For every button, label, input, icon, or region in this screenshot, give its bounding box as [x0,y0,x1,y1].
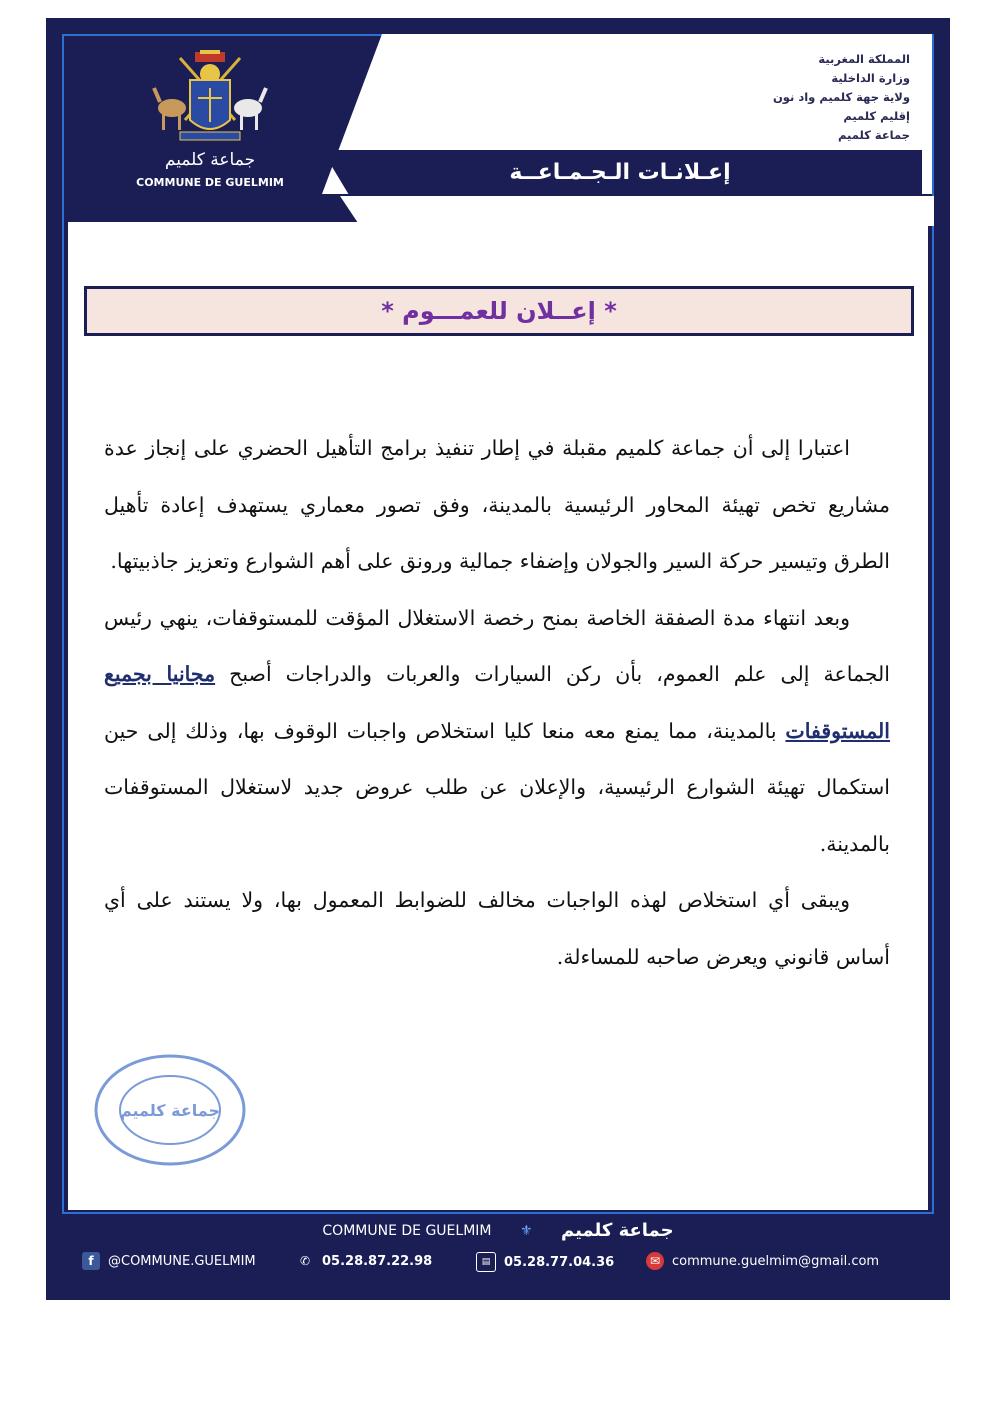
facebook-handle: @COMMUNE.GUELMIM [108,1253,256,1269]
ministry-line: إقليم كلميم [843,109,910,123]
fax-number: 05.28.77.04.36 [504,1254,615,1270]
emphasis-free-parking: مجانيا بجميع المستوقفات [104,662,890,743]
email-address: commune.guelmim@gmail.com [672,1253,880,1269]
email-icon: ✉ [646,1252,664,1270]
ministry-line: وزارة الداخلية [831,71,910,85]
phone-icon: ✆ [299,1254,311,1268]
fax-contact[interactable] [476,1252,614,1272]
notice-title: * إعــلان للعمـــوم * [84,286,914,336]
facebook-contact[interactable] [82,1252,256,1270]
phone-contact[interactable] [296,1252,432,1270]
footer-title [46,1220,950,1241]
footer-emblem-icon: ⚜ [519,1222,533,1239]
email-contact[interactable] [646,1252,879,1270]
stamp-text: جماعة كلميم [119,1101,221,1120]
banner-title: إعـلانـات الـجـمـاعــة [509,160,731,185]
footer-name-arabic: جماعة كلميم [560,1220,674,1241]
ministry-header [650,50,910,145]
notice-paragraph: وبعد انتهاء مدة الصفقة الخاصة بمنح رخصة الاستغلال المؤقت للمستوقفات، ينهي رئيس الجماعة إلى علم العموم، بأن ركن السيارات والعربات والدراجات أصبح مجانيا بجميع المستوقفات بالمدينة، مما يمنع معه منعا كليا استخلاص واجبات الوقوف بها، وذلك إلى حين استكمال تهيئة الشوارع الرئيسية، والإعلان عن طلب عروض جديد لاستغلال المستوقفات بالمدينة. [104,605,890,856]
ministry-line: جماعة كلميم [838,128,910,142]
facebook-icon: f [82,1252,100,1270]
logo-name-arabic: جماعة كلميم [164,150,256,170]
notice-body [104,420,890,985]
ministry-line: ولاية جهة كلميم واد نون [772,90,910,104]
logo-name-french: COMMUNE DE GUELMIM [136,176,284,189]
notice-paragraph: ويبقى أي استخلاص لهذه الواجبات مخالف للضوابط المعمول بها، ولا يستند على أي أساس قانوني ويعرض صاحبه للمساءلة. [104,888,890,969]
footer-contacts [76,1252,926,1278]
ministry-line: المملكة المغربية [818,52,910,66]
phone-number: 05.28.87.22.98 [322,1253,433,1269]
official-stamp [90,1050,250,1170]
fax-icon: ▤ [476,1252,496,1272]
footer-name-french: COMMUNE DE GUELMIM [322,1222,492,1239]
commune-emblem-logo [150,50,270,150]
notice-paragraph: اعتبارا إلى أن جماعة كلميم مقبلة في إطار تنفيذ برامج التأهيل الحضري على إنجاز عدة مشاريع تخص تهيئة المحاور الرئيسية بالمدينة، وفق تصور معماري يستهدف إعادة تأهيل الطرق وتيسير حركة السير والجولان وإضفاء جمالية ورونق على أهم الشوارع وتعزيز جاذبيتها. [104,436,890,573]
